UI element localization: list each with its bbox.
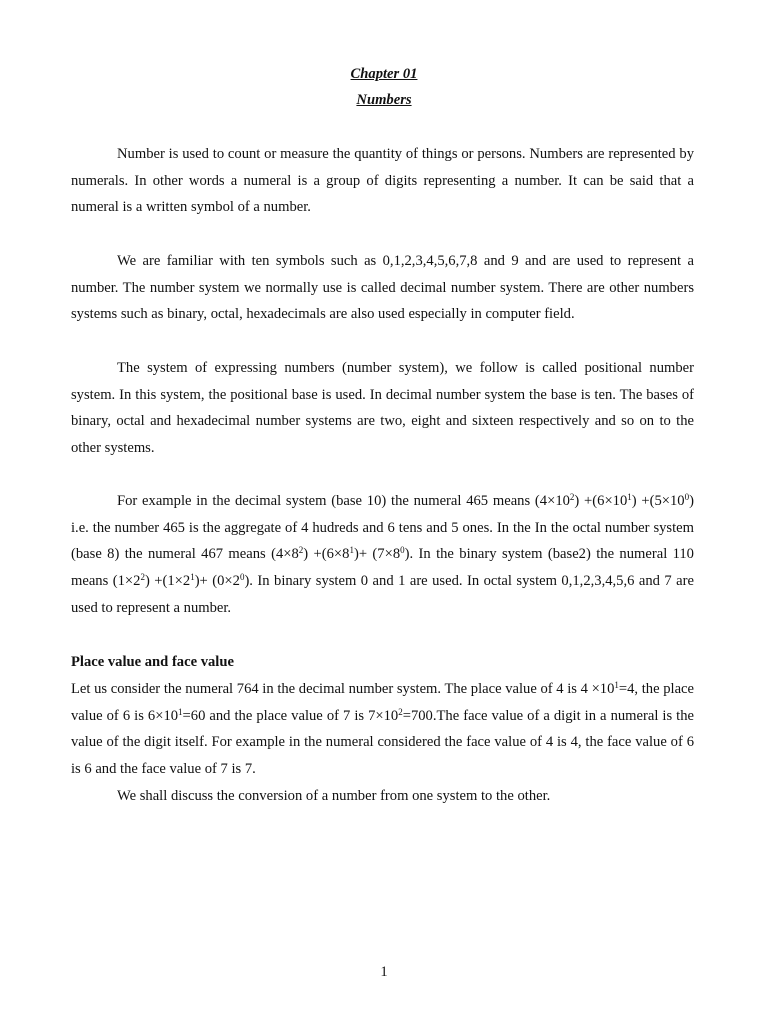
exponent: 1 bbox=[190, 572, 195, 583]
exponent: 2 bbox=[298, 545, 304, 556]
exponent: 0 bbox=[400, 545, 405, 556]
exponent: 2 bbox=[569, 492, 575, 502]
text-run: Let us consider the numeral 764 in the decimal number system. The place value of 4 is 4 ×10 bbox=[71, 681, 615, 697]
text-run: For example in the decimal system (base 10) the numeral 465 means (4×10 bbox=[117, 493, 570, 509]
exponent: 2 bbox=[140, 572, 145, 583]
text-run: =60 and the place value of 7 is 7×10 bbox=[182, 707, 399, 724]
chapter-label: Chapter 01 bbox=[350, 66, 418, 82]
paragraph-positional: The system of expressing numbers (number system), we follow is called positional number system. In this system, the positional base is used. In decimal number system the base is ten. The bases of binary, octal and hexadecimal number systems are two, eight and sixteen respectively and so on to the other systems. bbox=[71, 360, 694, 457]
exponent: 0 bbox=[684, 492, 690, 502]
exponent: 1 bbox=[614, 680, 619, 690]
paragraph-examples bbox=[71, 488, 694, 622]
text-run: ) i.e. the number 465 is the aggregate of 4 hudreds and 6 tens and 5 ones. In the In the octal number system (base 8) the numeral 467 means (4×8 bbox=[71, 493, 694, 563]
text-run: =4, the place value of 6 is 6×10 bbox=[71, 681, 694, 724]
text-run: ) +(1×2 bbox=[144, 573, 191, 590]
exponent: 0 bbox=[239, 572, 245, 583]
exponent: 2 bbox=[398, 706, 403, 717]
text-run: ). In binary system 0 and 1 are used. In octal system 0,1,2,3,4,5,6 and 7 are used to represent a number. bbox=[71, 573, 694, 616]
text-run: )+ (7×8 bbox=[353, 546, 401, 563]
exponent: 1 bbox=[178, 706, 183, 717]
text-run: ) +(6×8 bbox=[303, 546, 350, 563]
page-title: Numbers bbox=[356, 92, 412, 108]
text-run: ) +(5×10 bbox=[631, 493, 685, 509]
text-run: )+ (0×2 bbox=[194, 573, 240, 590]
text-run: ) +(6×10 bbox=[574, 493, 628, 509]
text-run: =700.The face value of a digit in a numeral is the value of the digit itself. For example in the numeral considered the face value of 4 is 4, the face value of 6 is 6 and the face value of 7 is 7. bbox=[71, 707, 695, 778]
paragraph-place-value bbox=[71, 676, 694, 783]
exponent: 1 bbox=[627, 492, 632, 502]
page-number: 1 bbox=[380, 964, 388, 980]
section-heading: Place value and face value bbox=[71, 654, 234, 670]
paragraph-conversion: We shall discuss the conversion of a number from one system to the other. bbox=[117, 788, 551, 804]
paragraph-symbols: We are familiar with ten symbols such as 0,1,2,3,4,5,6,7,8 and 9 and are used to represent a number. The number system we normally use is called decimal number system. There are other numbers systems such as binary, octal, hexadecimals are also used especially in computer field. bbox=[71, 253, 694, 323]
text-run: ). In the binary system (base2) the numeral 110 means (1×2 bbox=[71, 546, 694, 590]
paragraph-intro: Number is used to count or measure the quantity of things or persons. Numbers are represented by numerals. In other words a numeral is a group of digits representing a number. It can be said that a numeral is a written symbol of a number. bbox=[71, 146, 694, 216]
exponent: 1 bbox=[349, 545, 354, 556]
